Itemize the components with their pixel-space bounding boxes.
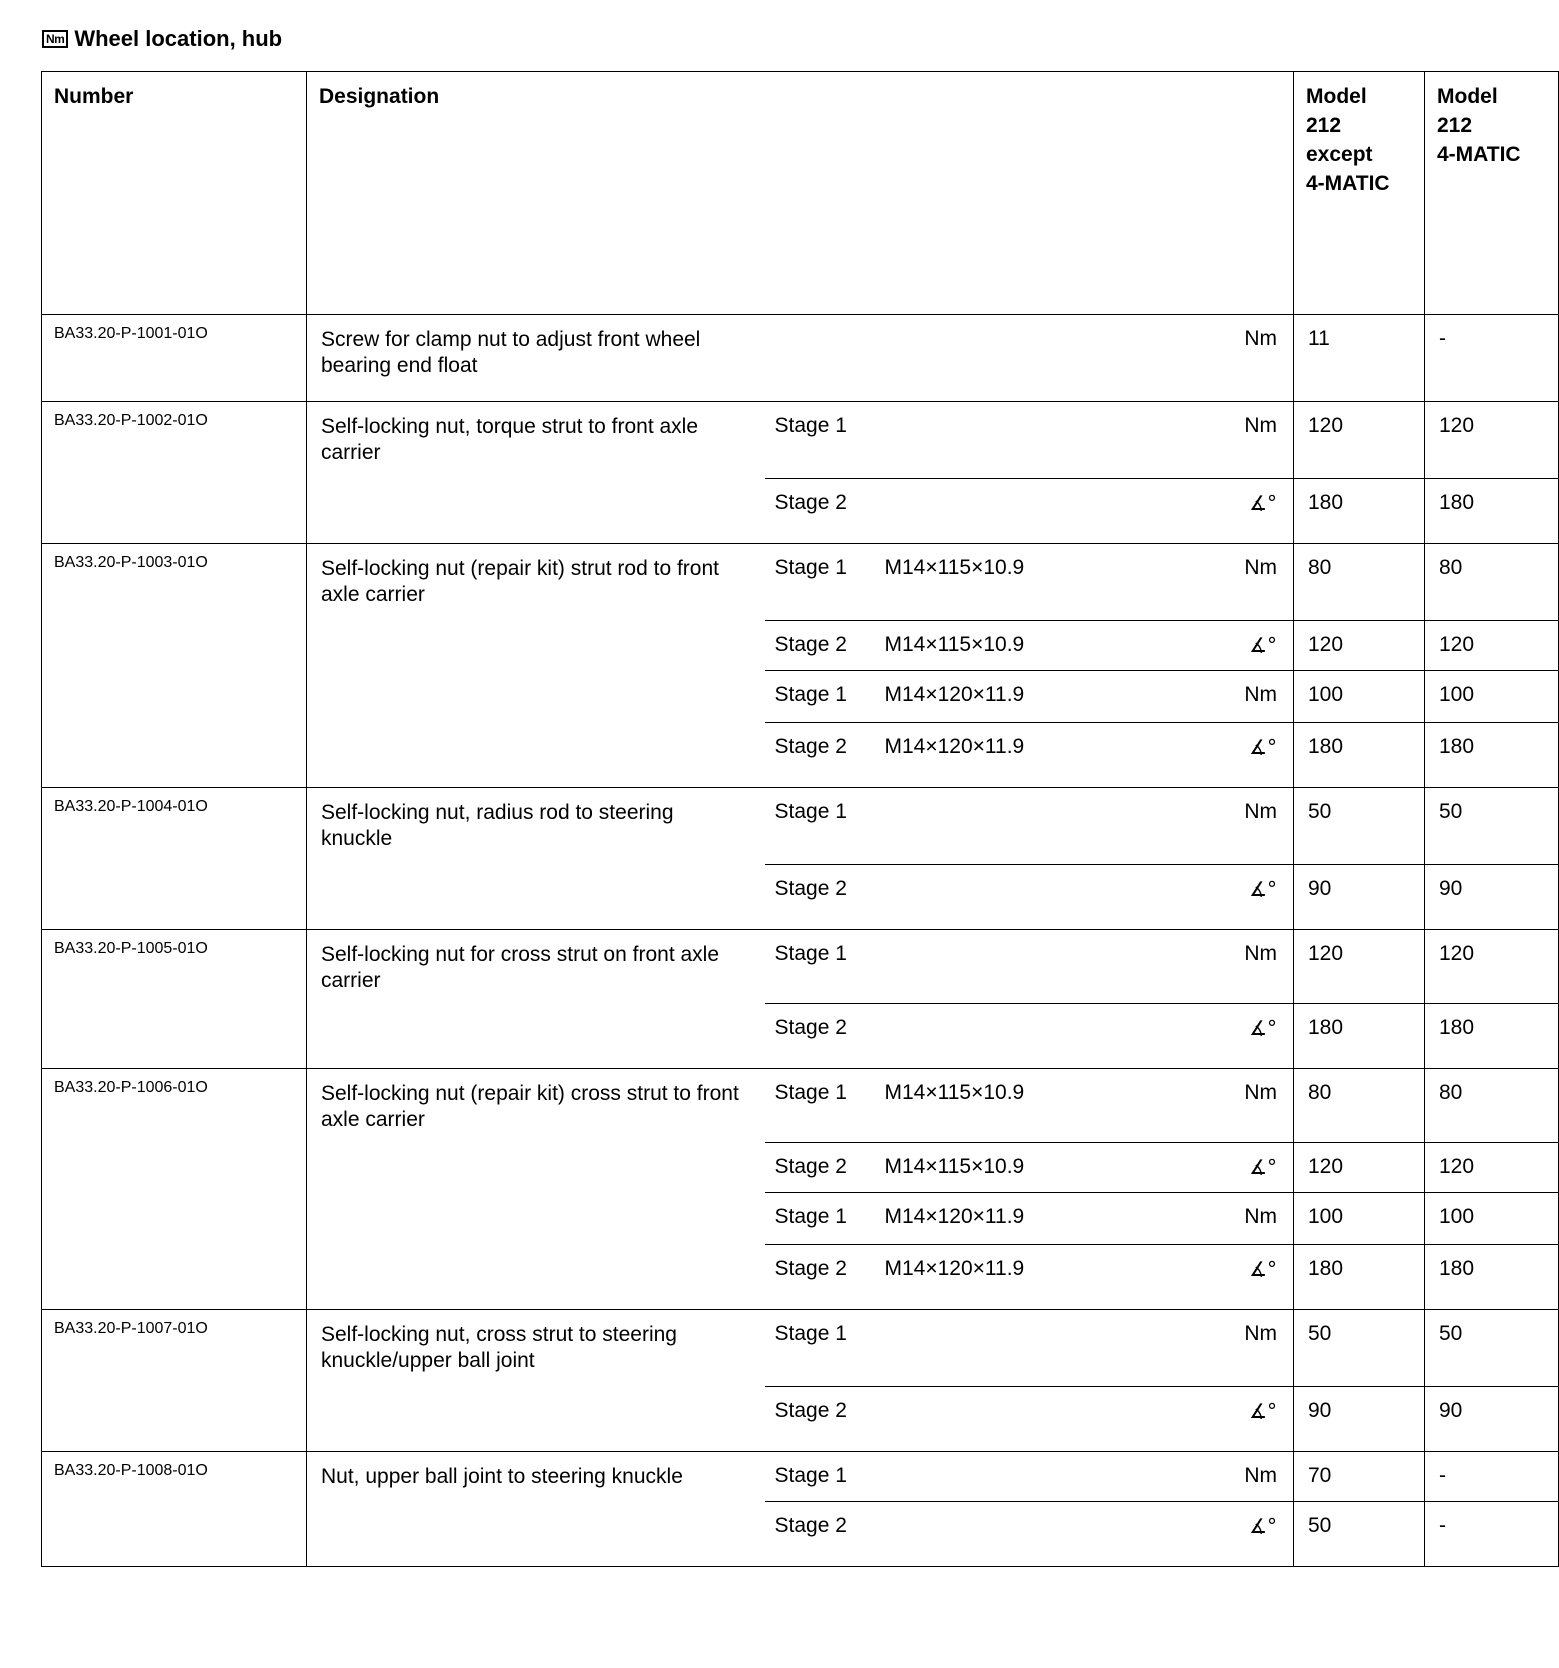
stage-spec-cell	[765, 1193, 1294, 1245]
stage-label: Stage 1	[774, 1322, 847, 1345]
part-number: BA33.20-P-1004-01O	[42, 788, 307, 930]
bolt-spec	[885, 865, 1095, 913]
stage-label: Stage 1	[774, 683, 847, 706]
table-row	[42, 1452, 1559, 1502]
torque-nm-icon: Nm	[42, 30, 68, 48]
stage-label: Stage 1	[774, 1464, 847, 1487]
value-model-212-4matic: -	[1425, 1502, 1559, 1567]
designation: Self-locking nut, radius rod to steering knuckle	[307, 788, 765, 930]
stage-label: Stage 2	[774, 877, 847, 900]
bolt-spec: M14×120×11.9	[884, 1205, 1025, 1228]
bolt-spec	[885, 1004, 1095, 1052]
stage-label: Stage 1	[774, 1205, 847, 1228]
stage-spec-cell	[765, 865, 1294, 930]
stage-spec-cell	[765, 315, 1294, 402]
page-title: Wheel location, hub	[74, 26, 283, 51]
stage-spec-cell	[765, 402, 1294, 479]
value-model-212-4matic: 80	[1425, 544, 1559, 621]
value-model-212-4matic: 120	[1425, 402, 1559, 479]
bolt-spec	[885, 315, 1095, 363]
stage-spec-cell	[765, 930, 1294, 1004]
value-model-212-4matic: 50	[1425, 1310, 1559, 1387]
table-row	[42, 788, 1559, 865]
bolt-spec	[885, 930, 1095, 978]
rotation-angle-icon: ∡°	[1249, 633, 1277, 657]
rotation-angle-icon: ∡°	[1249, 491, 1277, 515]
table-row	[42, 544, 1559, 621]
table-row	[42, 1069, 1559, 1143]
value-model-212-except-4matic: 120	[1294, 621, 1425, 671]
stage-label: Stage 2	[774, 633, 847, 656]
stage-label: Stage 2	[774, 1399, 847, 1422]
torque-spec-table	[41, 71, 1559, 1567]
stage-label: Stage 1	[774, 1081, 847, 1104]
table-row	[42, 315, 1559, 402]
model-line: Model	[1306, 85, 1367, 108]
stage-label: Stage 2	[774, 1155, 847, 1178]
part-number: BA33.20-P-1003-01O	[42, 544, 307, 788]
table-row	[42, 402, 1559, 479]
value-model-212-except-4matic: 50	[1294, 1502, 1425, 1567]
table-row	[42, 1310, 1559, 1387]
unit-nm: Nm	[1244, 414, 1277, 437]
column-header-model-212-4matic	[1425, 72, 1559, 315]
designation: Screw for clamp nut to adjust front wheel bearing end float	[307, 315, 765, 402]
designation: Self-locking nut for cross strut on front axle carrier	[307, 930, 765, 1069]
stage-label: Stage 2	[774, 1514, 847, 1537]
page-header	[42, 26, 282, 52]
bolt-spec	[885, 479, 1095, 527]
part-number: BA33.20-P-1002-01O	[42, 402, 307, 544]
bolt-spec: M14×115×10.9	[884, 556, 1025, 579]
rotation-angle-icon: ∡°	[1249, 1155, 1277, 1179]
value-model-212-4matic: 120	[1425, 621, 1559, 671]
stage-label: Stage 1	[774, 800, 847, 823]
value-model-212-except-4matic: 180	[1294, 1004, 1425, 1069]
stage-spec-cell	[765, 479, 1294, 544]
stage-spec-cell	[765, 1069, 1294, 1143]
value-model-212-4matic: -	[1425, 315, 1559, 402]
value-model-212-4matic: -	[1425, 1452, 1559, 1502]
stage-spec-cell	[765, 671, 1294, 723]
bolt-spec: M14×120×11.9	[884, 683, 1025, 706]
stage-label: Stage 2	[774, 1016, 847, 1039]
bolt-spec: M14×115×10.9	[884, 1155, 1025, 1178]
stage-spec-cell	[765, 788, 1294, 865]
value-model-212-4matic: 180	[1425, 1245, 1559, 1310]
bolt-spec	[885, 402, 1095, 450]
bolt-spec: M14×120×11.9	[884, 735, 1025, 758]
rotation-angle-icon: ∡°	[1249, 1399, 1277, 1423]
model-line: 4-MATIC	[1437, 143, 1521, 166]
bolt-spec	[885, 1387, 1095, 1435]
unit-nm: Nm	[1244, 556, 1277, 579]
stage-spec-cell	[765, 723, 1294, 788]
stage-spec-cell	[765, 1143, 1294, 1193]
value-model-212-4matic: 90	[1425, 1387, 1559, 1452]
stage-spec-cell	[765, 1502, 1294, 1567]
stage-spec-cell	[765, 544, 1294, 621]
value-model-212-except-4matic: 120	[1294, 930, 1425, 1004]
value-model-212-4matic: 180	[1425, 479, 1559, 544]
value-model-212-except-4matic: 100	[1294, 671, 1425, 723]
bolt-spec: M14×120×11.9	[884, 1257, 1025, 1280]
part-number: BA33.20-P-1008-01O	[42, 1452, 307, 1567]
value-model-212-except-4matic: 90	[1294, 865, 1425, 930]
model-line: 4-MATIC	[1306, 172, 1390, 195]
designation: Nut, upper ball joint to steering knuckle	[307, 1452, 765, 1567]
rotation-angle-icon: ∡°	[1249, 877, 1277, 901]
rotation-angle-icon: ∡°	[1249, 1016, 1277, 1040]
stage-spec-cell	[765, 1452, 1294, 1502]
bolt-spec	[885, 788, 1095, 836]
column-header-designation: Designation	[307, 72, 1294, 315]
value-model-212-4matic: 120	[1425, 930, 1559, 1004]
value-model-212-except-4matic: 180	[1294, 723, 1425, 788]
value-model-212-4matic: 50	[1425, 788, 1559, 865]
bolt-spec: M14×115×10.9	[884, 1081, 1025, 1104]
stage-label: Stage 1	[774, 556, 847, 579]
value-model-212-except-4matic: 120	[1294, 402, 1425, 479]
part-number: BA33.20-P-1005-01O	[42, 930, 307, 1069]
table-row	[42, 930, 1559, 1004]
value-model-212-except-4matic: 11	[1294, 315, 1425, 402]
stage-spec-cell	[765, 1310, 1294, 1387]
value-model-212-4matic: 90	[1425, 865, 1559, 930]
value-model-212-except-4matic: 80	[1294, 544, 1425, 621]
model-line: Model	[1437, 85, 1498, 108]
column-header-number: Number	[42, 72, 307, 315]
column-header-model-212-except-4matic	[1294, 72, 1425, 315]
value-model-212-4matic: 180	[1425, 1004, 1559, 1069]
stage-label: Stage 1	[774, 414, 847, 437]
rotation-angle-icon: ∡°	[1249, 1257, 1277, 1281]
unit-nm: Nm	[1244, 1081, 1277, 1104]
stage-spec-cell	[765, 1387, 1294, 1452]
value-model-212-except-4matic: 120	[1294, 1143, 1425, 1193]
unit-nm: Nm	[1244, 683, 1277, 706]
part-number: BA33.20-P-1001-01O	[42, 315, 307, 402]
value-model-212-except-4matic: 90	[1294, 1387, 1425, 1452]
designation: Self-locking nut, cross strut to steering knuckle/upper ball joint	[307, 1310, 765, 1452]
unit-nm: Nm	[1244, 1205, 1277, 1228]
stage-spec-cell	[765, 1004, 1294, 1069]
model-line: 212	[1306, 114, 1342, 137]
value-model-212-4matic: 180	[1425, 723, 1559, 788]
bolt-spec: M14×115×10.9	[884, 633, 1025, 656]
model-line: except	[1306, 143, 1373, 166]
value-model-212-except-4matic: 180	[1294, 479, 1425, 544]
value-model-212-except-4matic: 100	[1294, 1193, 1425, 1245]
unit-nm: Nm	[1244, 800, 1277, 823]
table-body	[42, 315, 1559, 1567]
stage-label: Stage 2	[774, 735, 847, 758]
stage-label	[765, 315, 885, 363]
rotation-angle-icon: ∡°	[1249, 735, 1277, 759]
rotation-angle-icon: ∡°	[1249, 1514, 1277, 1538]
value-model-212-except-4matic: 50	[1294, 1310, 1425, 1387]
stage-label: Stage 2	[774, 491, 847, 514]
stage-spec-cell	[765, 1245, 1294, 1310]
unit-nm: Nm	[1244, 327, 1277, 350]
part-number: BA33.20-P-1006-01O	[42, 1069, 307, 1310]
value-model-212-except-4matic: 50	[1294, 788, 1425, 865]
value-model-212-4matic: 80	[1425, 1069, 1559, 1143]
unit-nm: Nm	[1244, 1464, 1277, 1487]
value-model-212-except-4matic: 80	[1294, 1069, 1425, 1143]
bolt-spec	[885, 1452, 1095, 1500]
value-model-212-4matic: 120	[1425, 1143, 1559, 1193]
model-line: 212	[1437, 114, 1473, 137]
value-model-212-except-4matic: 180	[1294, 1245, 1425, 1310]
value-model-212-4matic: 100	[1425, 1193, 1559, 1245]
designation: Self-locking nut, torque strut to front axle carrier	[307, 402, 765, 544]
bolt-spec	[885, 1502, 1095, 1550]
unit-nm: Nm	[1244, 1322, 1277, 1345]
stage-spec-cell	[765, 621, 1294, 671]
value-model-212-except-4matic: 70	[1294, 1452, 1425, 1502]
unit-nm: Nm	[1244, 942, 1277, 965]
part-number: BA33.20-P-1007-01O	[42, 1310, 307, 1452]
stage-label: Stage 1	[774, 942, 847, 965]
stage-label: Stage 2	[774, 1257, 847, 1280]
designation: Self-locking nut (repair kit) strut rod to front axle carrier	[307, 544, 765, 788]
designation: Self-locking nut (repair kit) cross strut to front axle carrier	[307, 1069, 765, 1310]
table-header-row	[42, 72, 1559, 315]
value-model-212-4matic: 100	[1425, 671, 1559, 723]
bolt-spec	[885, 1310, 1095, 1358]
